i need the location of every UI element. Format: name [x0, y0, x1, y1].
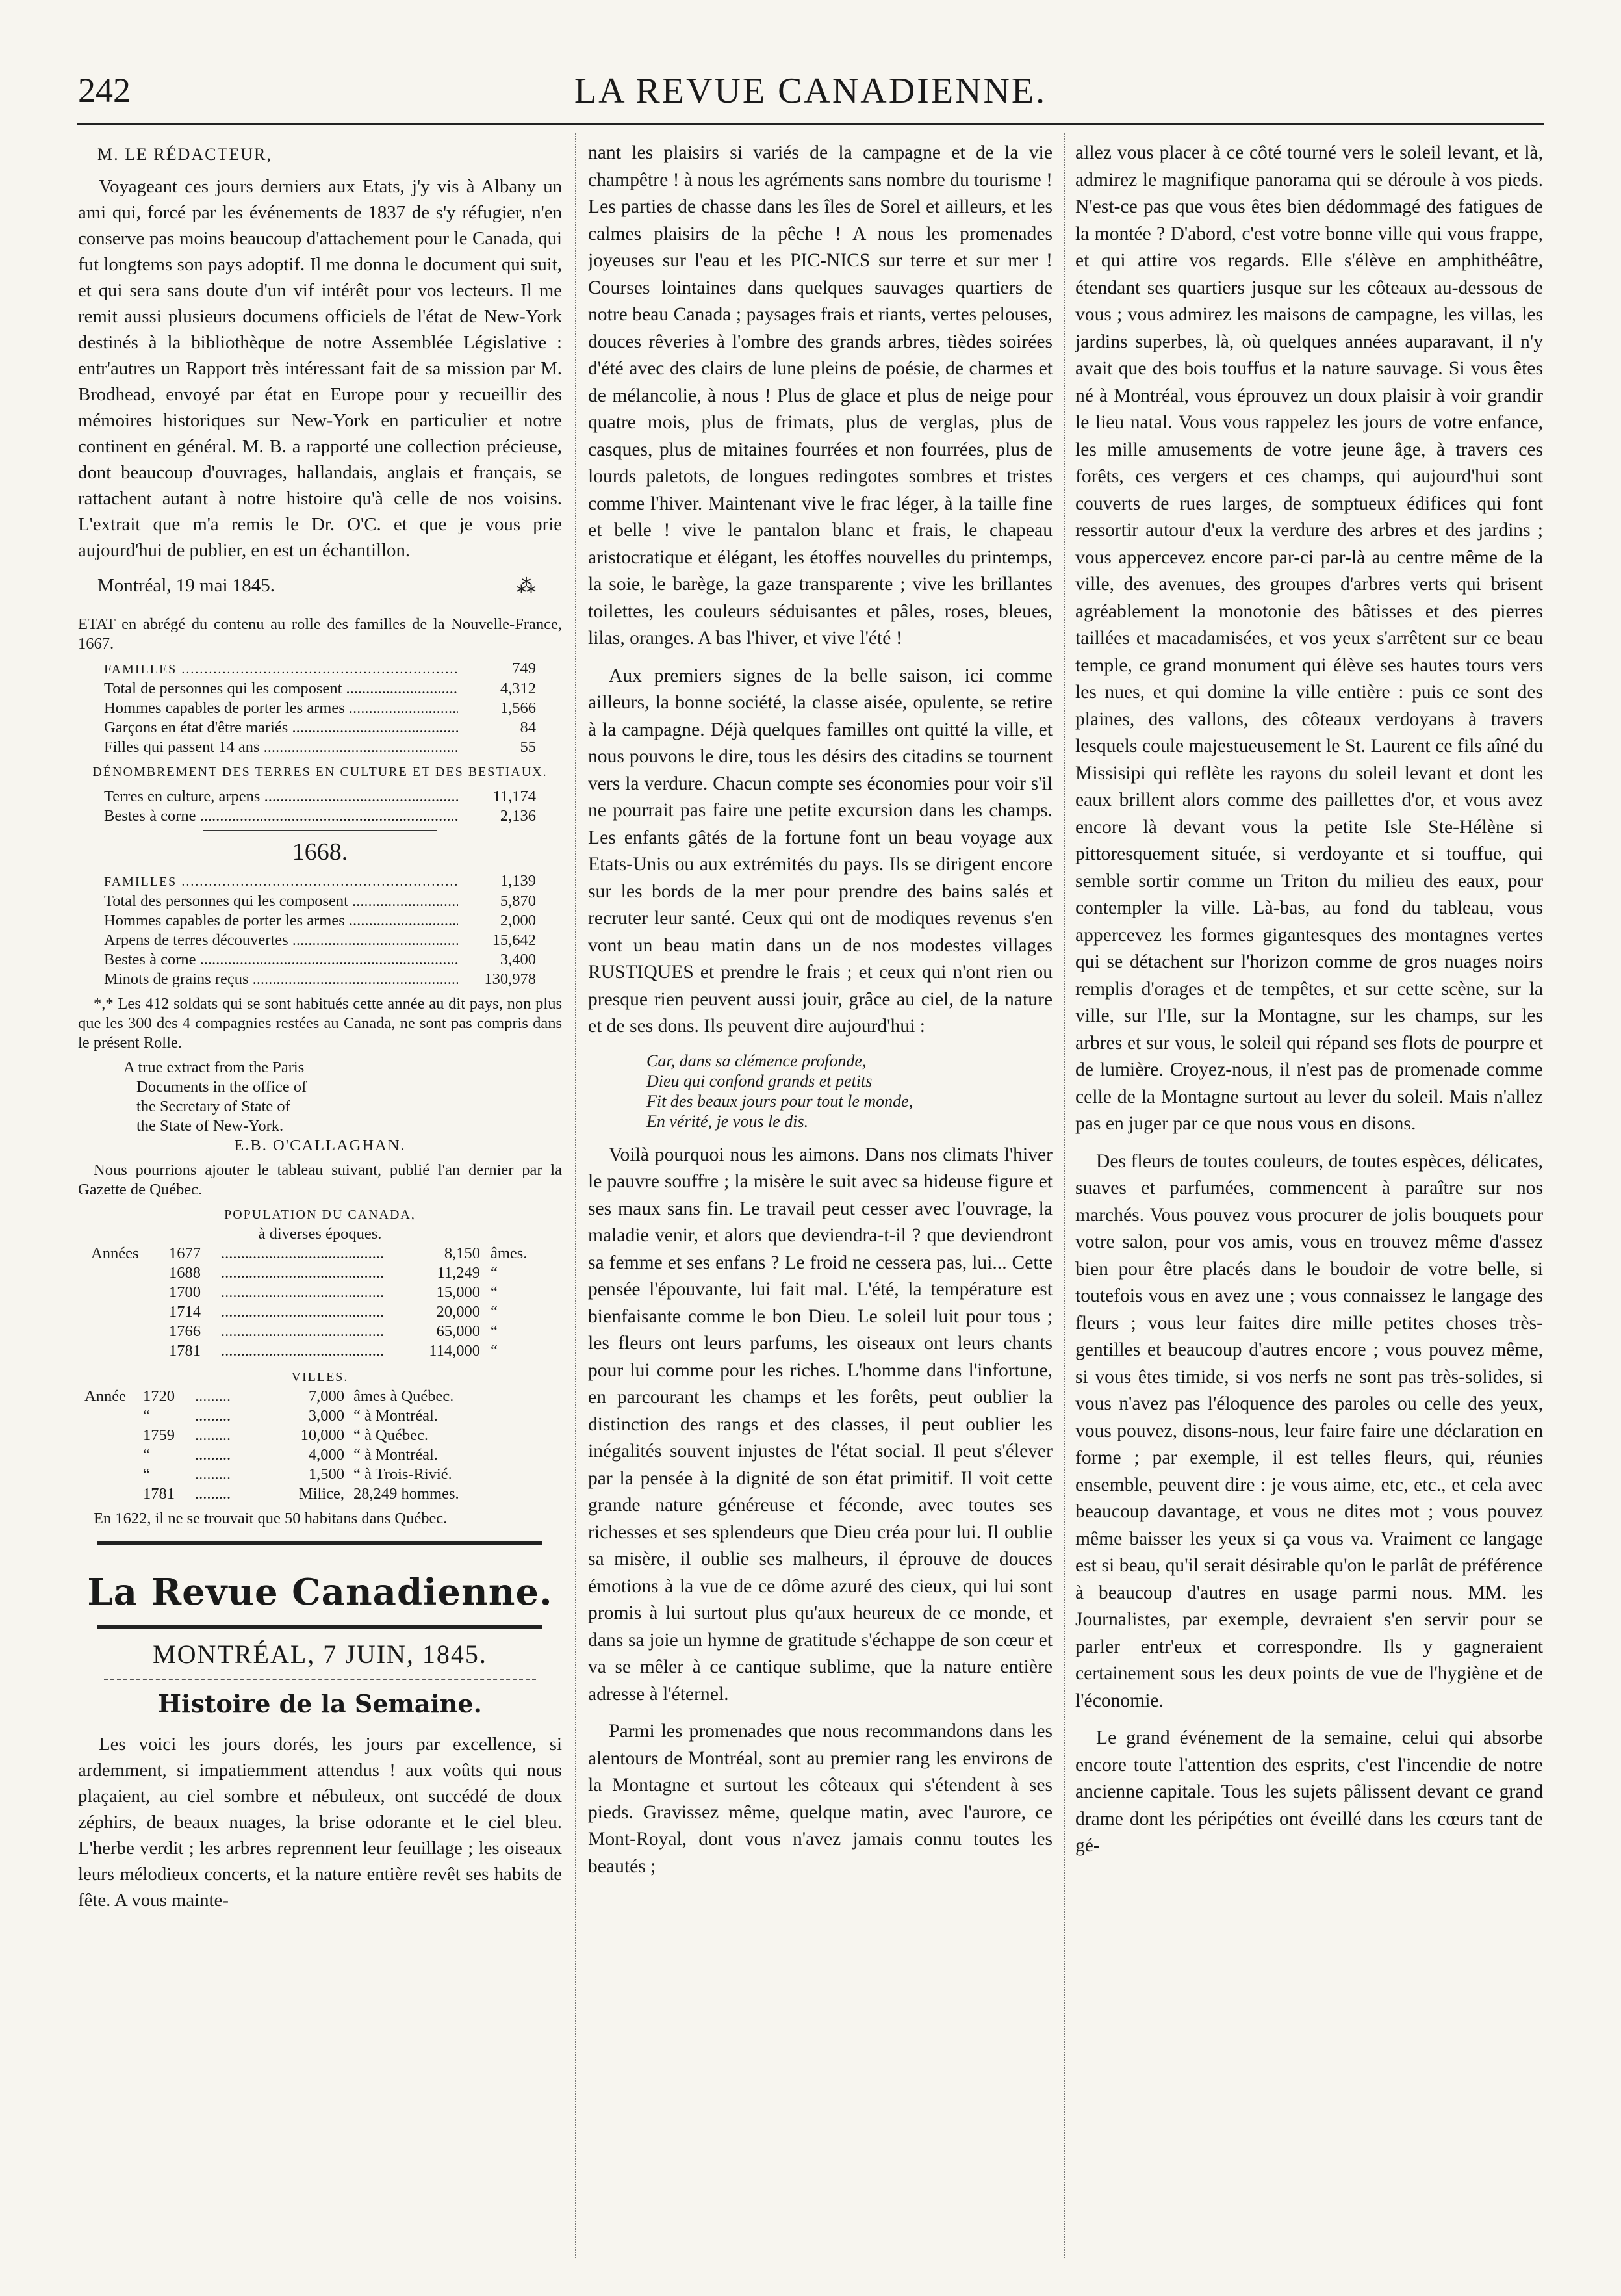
cell: “ à Montréal.: [353, 1407, 438, 1425]
etat-title: ETAT en abrégé du contenu au rolle des familles de la Nouvelle-France, 1667.: [78, 615, 562, 652]
table-row: “ ......... 3,000 “ à Montréal.: [78, 1406, 562, 1426]
letter-dateline: [97, 575, 562, 597]
extract-line: Documents in the office of: [136, 1078, 307, 1096]
nous-pourrions-note: Nous pourrions ajouter le tableau suivant, publié l'an dernier par la Gazette de Québec.: [78, 1161, 562, 1198]
cell: [91, 1263, 169, 1283]
cell: 3,000: [308, 1407, 344, 1425]
table-terres: [78, 787, 562, 826]
section-title: Histoire de la Semaine.: [158, 1689, 482, 1718]
cell: 8,150: [444, 1245, 480, 1262]
cell: [84, 1465, 143, 1484]
section-rule: [203, 830, 437, 831]
row-label: Garçons en état d'être mariés .....: [104, 718, 458, 738]
extract-line: the Secretary of State of: [136, 1098, 290, 1115]
table-row: [78, 871, 562, 892]
masthead: La Revue Canadienne.: [87, 1571, 553, 1614]
row-label: Bestes à corne .....: [104, 806, 458, 826]
cell: 28,249 hommes.: [353, 1485, 459, 1503]
row-label: FAMILLES .....: [104, 872, 458, 892]
row-value: 11,174: [492, 788, 536, 805]
cell: 11,249: [437, 1264, 480, 1282]
masthead-rule-top: [97, 1541, 542, 1545]
row-value: 5,870: [500, 892, 536, 910]
column-divider-2: [1064, 133, 1065, 2258]
cell: 1688: [169, 1264, 201, 1282]
quebec-1622-note: En 1622, il ne se trouvait que 50 habitans dans Québec.: [94, 1510, 448, 1527]
row-label: Bestes à corne .....: [104, 950, 458, 970]
row-label: Total de personnes qui les composent .....: [104, 679, 458, 699]
header-rule: [77, 123, 1544, 125]
paragraph: Des fleurs de toutes couleurs, de toutes espèces, délicates, suaves et parfumées, commencent à paraître sur nos marchés. Vous pouvez vous procurer de jolis bouquets pour votre salon, pour vos amis, vous en trouvez même d'assez bien pour être placés dans le boudoir de votre belle, si toutefois vous en avez une ; vous connaissez le langage des fleurs ; vous leur faites dire mille petites choses très-gentilles et beaucoup d'autres encore ; vous pouvez même, si vous êtes timide, si vos nerfs ne sont pas très-solides, si vous n'avez pas l'éloquence des paroles ou celle des yeux, vous pouvez, disons-nous, leur faire faire une déclaration en forme ; par exemple, il est telles fleurs, qui, réunies ensemble, peuvent dire : je vous aime, etc, etc., et cela avec beaucoup davantage, et vous ne dites mot ; vous pouvez même baisser les yeux si ça vous va. Vraiment ce langage est si beau, qu'il serait désirable qu'on le parlât de préférence à beaucoup d'autres en usage parmi nous. MM. les Journalistes, par exemple, devraient s'en servir pour se parler entr'eux et correspondre. Ils y gagneraient certainement sous les deux points de vue de l'hygiène et de l'économie.: [1075, 1150, 1543, 1711]
verse-line: Car, dans sa clémence profonde,: [646, 1051, 867, 1070]
row-label: FAMILLES .....: [104, 660, 458, 679]
cell: [91, 1283, 169, 1302]
paragraph: Parmi les promenades que nous recommandons dans les alentours de Montréal, sont au premier rang les environs de la Montagne et surtout les côteaux qui s'étendent à ses pieds. Gravissez même, quelque matin, avec l'aurore, ce Mont-Royal, dont vous n'avez jamais connu toutes les beautés ;: [588, 1721, 1053, 1877]
row-label: Hommes capables de porter les armes .....: [104, 699, 458, 718]
row-value: 15,642: [492, 931, 536, 949]
verse-line: Fit des beaux jours pour tout le monde,: [646, 1091, 913, 1111]
cell: 7,000: [308, 1387, 344, 1405]
cell: 15,000: [436, 1283, 480, 1301]
table-1668: [78, 871, 562, 989]
cell: “: [491, 1342, 498, 1360]
table-row: [78, 718, 562, 738]
cell: “: [491, 1264, 498, 1282]
verse-line: Dieu qui confond grands et petits: [646, 1071, 873, 1090]
cell: 1759: [143, 1426, 175, 1444]
row-label: Minots de grains reçus .....: [104, 970, 458, 989]
cell: 114,000: [429, 1342, 480, 1360]
salutation: M. LE RÉDACTEUR,: [97, 145, 272, 164]
cell: Milice,: [298, 1485, 344, 1503]
cell: 1714: [169, 1303, 201, 1321]
extract-line: the State of New-York.: [136, 1117, 284, 1135]
table-row: [78, 659, 562, 679]
table-row: [78, 950, 562, 970]
paragraph: Le grand événement de la semaine, celui qui absorbe encore toute l'attention des esprits, c'est l'incendie de notre ancienne capitale. Tous les sujets pâlissent devant ce grand drame dont les péripéties ont éveillé dans les cœurs tant de gé-: [1075, 1727, 1543, 1856]
table-row: [78, 806, 562, 826]
cell: Année: [84, 1387, 126, 1405]
year-heading: 1668.: [292, 838, 348, 866]
cell: “: [143, 1407, 150, 1425]
population-title: POPULATION DU CANADA,: [224, 1207, 416, 1222]
extract-signature: E.B. O'CALLAGHAN.: [234, 1137, 406, 1154]
table-row: [78, 1322, 562, 1341]
row-label: Filles qui passent 14 ans .....: [104, 738, 458, 757]
cell: 65,000: [436, 1322, 480, 1340]
paragraph: Voilà pourquoi nous les aimons. Dans nos climats l'hiver le pauvre souffre ; la misère le suit avec sa hideuse figure et ses maux sans fin. Le travail peut cesser avec l'ouvrage, la maladie venir, et alors que deviendra-t-il ? que deviendront sa femme et ses enfans ? Le froid ne cessera pas, lui... Cette pensée l'épouvante, lui fait mal. L'été, la température est bienfaisante comme le bon Dieu. Le soleil luit pour tous ; les fleurs ont leurs parfums, les oiseaux ont leurs chants pour lui comme pour les riches. L'homme dans l'infortune, en parcourant les champs et les forêts, peut oublier la distinction des rangs et des classes, il peut oublier les inégalités souvent injustes de l'état social. Il peut s'élever par la pensée à la dignité de son état primitif. Il voit cette grande nature généreuse et féconde, avec toutes ses richesses et ses splendeurs que Dieu créa pour lui. Il oublie sa misère, il oublie ses malheurs, il éprouve de douces émotions à la vue de ce dôme azuré des cieux, qui lui sont promis à lui surtout plus qu'aux heureux de ce monde, et dans sa joie un hymne de gratitude s'échappe de son cœur et va se mêler à ce cantique sublime, que la nature entière adresse à l'éternel.: [588, 1144, 1053, 1705]
cell: [84, 1406, 143, 1426]
masthead-rule-bottom: [97, 1625, 542, 1629]
row-value: 4,312: [500, 680, 536, 697]
cell: “: [491, 1303, 498, 1321]
cell: [91, 1302, 169, 1322]
cell: [84, 1445, 143, 1465]
table-row: [78, 911, 562, 931]
column-divider-1: [575, 133, 576, 2258]
column-3: [1075, 140, 1543, 2278]
row-value: 2,000: [500, 912, 536, 929]
table-row: [78, 787, 562, 806]
row-label: Total des personnes qui les composent .....: [104, 892, 458, 911]
cell: 10,000: [300, 1426, 344, 1444]
cell: 1766: [169, 1322, 201, 1340]
paragraph: allez vous placer à ce côté tourné vers le soleil levant, et là, admirez le magnifique panorama qui se déroule à vos pieds. N'est-ce pas que vous êtes bien dédommagé des fatigues de la montée ? D'abord, c'est votre bonne ville qui vous frappe, et qui attire vos regards. Elle s'élève en amphithéâtre, étendant ses quartiers jusque sur les côteaux au-dessous de vous ; vous admirez les maisons de campagne, les villas, les jardins superbes, là, où quelques années auparavant, il n'y avait que des bois touffus et la nature sauvage. Si vous êtes né à Montréal, vous éprouvez un doux plaisir à voir grandir le lieu natal. Vous vous rappelez les jours de votre enfance, les mille amusements de votre jeune âge, à travers ces forêts, ces vergers et ces champs, qui aujourd'hui sont couverts de rues larges, de somptueux édifices qui font ressortir autour d'eux la verdure des arbres et des jardins ; vous appercevez encore par-ci par-là au centre même de la ville, des avenues, des groupes d'arbres verts qui brisent agréablement la monotonie des bâtisses et des pierres taillées et macadamisées, et vos yeux s'arrêtent sur ce beau temple, ce grand monument qui élève ses hautes tours vers les nues, et qui domine la ville entière : puis ce sont des plaines, des vallons, des côteaux verdoyans à travers lesquels coule majestueusement le St. Laurent ce fils aîné du Missisipi qui reflète les rayons du soleil levant et dont les eaux brillent alors comme des paillettes d'or, et vous avez encore là devant vous la petite Isle Ste-Hélène si pittoresquement située, si verdoyante et si touffue, qui semble sortir comme un Triton du milieu des eaux, pour contempler la ville. Là-bas, au fond du tableau, vous appercevez les formes gigantesques des montagnes vertes qui se détachent sur l'horizon comme de gros nuages noirs remplis d'orages et de tempêtes, et sur cette scène, sur la ville, sur l'Ile, sur la Montagne, sur les champs, sur les arbres et sur vous, le soleil qui répand ses flots de pourpre et de lumière. Croyez-nous, il n'est pas de promenade comme celle de la Montagne surtout au lever du soleil. Mais n'allez pas en juger par ce que nous vous en disons.: [1075, 142, 1543, 1134]
table-row: 1781 ......... Milice, 28,249 hommes.: [78, 1484, 562, 1504]
row-value: 2,136: [500, 807, 536, 825]
cell: 1781: [169, 1342, 201, 1360]
villes-title: VILLES.: [291, 1370, 349, 1384]
cell: 1,500: [308, 1465, 344, 1483]
table-1667: [78, 659, 562, 757]
table-row: “ ......... 1,500 “ à Trois-Rivié.: [78, 1465, 562, 1484]
table-row: 1759 ......... 10,000 “ à Québec.: [78, 1426, 562, 1445]
table-row: [78, 1283, 562, 1302]
dateline-text: Montréal, 19 mai 1845.: [97, 575, 275, 596]
table-row: [78, 1263, 562, 1283]
row-value: 1,566: [500, 699, 536, 717]
row-label: Terres en culture, arpens .....: [104, 787, 458, 806]
cell: 1700: [169, 1283, 201, 1301]
semaine-paragraph: Les voici les jours dorés, les jours par excellence, si ardemment, si impatiemment attendus ! aux voûts qui nous plaçaient, au ciel sombre et nébuleux, ont succédé de doux zéphirs, de beaux nuages, la brise odorante et le ciel bleu. L'herbe verdit ; les arbres reprennent leur feuillage ; les oiseaux leurs mélodieux concerts, et la nature entière revêt ses habits de fête. A vous mainte-: [78, 1734, 562, 1911]
paragraph: Aux premiers signes de la belle saison, ici comme ailleurs, la bonne société, la classe aisée, opulente, se retire à la campagne. Déjà quelques familles ont quitté la ville, et nous pouvons le dire, tous les désirs des citadins se tournent vers la verdure. Chacun compte ses économies pour voir s'il ne pourrait pas faire une petite excursion dans les champs. Les enfants gâtés de la fortune font un beau voyage aux Etats-Unis ou aux extrémités du pays. Ils se dirigent encore sur les bords de la mer pour prendre des bains salés et recruter leur santé. Ceux qui ont de modiques revenus s'en vont un beau matin dans un de nos modestes villages RUSTIQUES et prendre le frais ; et ceux qui n'ont rien ou presque rien peuvent aussi jouir, grâce au ciel, de la nature et de ses dons. Ils peuvent dire aujourd'hui :: [588, 665, 1053, 1037]
row-value: 84: [520, 719, 536, 736]
table-row: [78, 931, 562, 950]
cell: Années: [91, 1245, 139, 1262]
cell: “: [143, 1465, 150, 1483]
table-row: “ ......... 4,000 “ à Montréal.: [78, 1445, 562, 1465]
cell: “ à Montréal.: [353, 1446, 438, 1464]
row-value: 55: [520, 738, 536, 756]
verse-stanza: [588, 1051, 1053, 1131]
row-value: 749: [512, 660, 536, 677]
row-label: Arpens de terres découvertes .....: [104, 931, 458, 950]
population-subtitle: à diverses époques.: [258, 1225, 382, 1243]
cell: [91, 1322, 169, 1341]
row-value: 1,139: [500, 872, 536, 890]
table-row: [78, 1244, 562, 1263]
issue-date: MONTRÉAL, 7 JUIN, 1845.: [153, 1640, 487, 1669]
cell: âmes à Québec.: [353, 1387, 454, 1405]
cell: “: [143, 1446, 150, 1464]
extract-line: A true extract from the Paris: [123, 1059, 305, 1076]
paragraph: nant les plaisirs si variés de la campagne et de la vie champêtre ! à nous les agréments sans nombre du tourisme ! Les parties de chasse dans les îles de Sorel et ailleurs, et les calmes plaisirs de la pêche ! A nous les promenades joyeuses sur l'eau et les PIC-NICS sur terre et sur mer ! Courses lointaines dans quelques sauvages quartiers de notre beau Canada ; paysages frais et riants, vertes pelouses, douces rêveries à l'ombre des grands arbres, tièdes soirées d'été avec des clairs de lune pleins de poésie, de charmes et de mélancolie, à nous ! Plus de glace et plus de neige pour quatre mois, plus de frimats, plus de verglas, plus de casques, plus de mitaines fourrées et non fourrées, plus de lourds paletots, de longues redingotes sombres et tristes comme l'hiver. Maintenant vive le frac léger, à la taille fine et belle ! vive le pantalon blanc et frais, le chapeau aristocratique et élégant, les étoffes nouvelles du printemps, la soie, le barège, la gaze transparente ; vive les brillantes toilettes, les couleurs séduisantes et pâles, roses, bleues, lilas, oranges. A bas l'hiver, et vive l'été !: [588, 142, 1053, 649]
table-row: [78, 892, 562, 911]
cell: 1677: [169, 1245, 201, 1262]
verse-line: En vérité, je vous le dis.: [646, 1111, 809, 1131]
cell: 20,000: [436, 1303, 480, 1321]
cell: âmes.: [491, 1245, 528, 1262]
table-row: [78, 970, 562, 989]
running-title: LA REVUE CANADIENNE.: [574, 71, 1047, 111]
cell: “: [491, 1322, 498, 1340]
soldiers-note: *,* Les 412 soldats qui se sont habitués cette année au dit pays, non plus que les 300 des 4 compagnies restées au Canada, ne sont pas compris dans le présent Rolle.: [78, 995, 562, 1051]
asterism: ⁂: [517, 576, 536, 597]
extract-attribution: [78, 1058, 562, 1155]
cell: “: [491, 1283, 498, 1301]
row-value: 3,400: [500, 951, 536, 968]
page-number: 242: [78, 71, 131, 110]
table-row: Année 1720 ......... 7,000 âmes à Québec.: [78, 1387, 562, 1406]
column-2: [588, 140, 1053, 2278]
row-value: 130,978: [484, 970, 536, 988]
table-row: [78, 699, 562, 718]
column-1: [78, 140, 562, 2278]
cell: [84, 1426, 143, 1445]
cell: 1781: [143, 1485, 175, 1503]
denombrement-title: DÉNOMBREMENT DES TERRES EN CULTURE ET DES BESTIAUX.: [92, 765, 548, 779]
letter-paragraph: Voyageant ces jours derniers aux Etats, j'y vis à Albany un ami qui, forcé par les événements de 1837 de s'y réfugier, n'en conserve pas moins beaucoup d'attachement pour le Canada, qui fut longtems son pays adoptif. Il me donna le document qui suit, et qui sera sans doute d'un vif intérêt pour vos lecteurs. Il me remit aussi plusieurs documens officiels de l'état de New-York destinés à la bibliothèque de notre Assemblée Législative : entr'autres un Rapport très intéressant fait de sa mission par M. Brodhead, envoyé par état en Europe pour y recueillir des mémoires historiques sur New-York en particulier et notre continent en général. M. B. a rapporté une collection précieuse, dont beaucoup d'ouvrages, hallandais, anglais et français, se rattachent autant à notre histoire qu'à celle de nos voisins. L'extrait que m'a remis le Dr. O'C. et que je vous prie aujourd'hui de publier, en est un échantillon.: [78, 176, 562, 561]
dotted-rule: [104, 1679, 536, 1680]
cell: 4,000: [308, 1446, 344, 1464]
cell: [91, 1341, 169, 1361]
cell: [84, 1484, 143, 1504]
villes-table: [78, 1387, 562, 1504]
table-row: [78, 1341, 562, 1361]
table-row: [78, 738, 562, 757]
population-table: [78, 1244, 562, 1361]
cell: “ à Québec.: [353, 1426, 428, 1444]
table-row: [78, 679, 562, 699]
cell: “ à Trois-Rivié.: [353, 1465, 452, 1483]
cell: 1720: [143, 1387, 175, 1405]
table-row: [78, 1302, 562, 1322]
row-label: Hommes capables de porter les armes .....: [104, 911, 458, 931]
